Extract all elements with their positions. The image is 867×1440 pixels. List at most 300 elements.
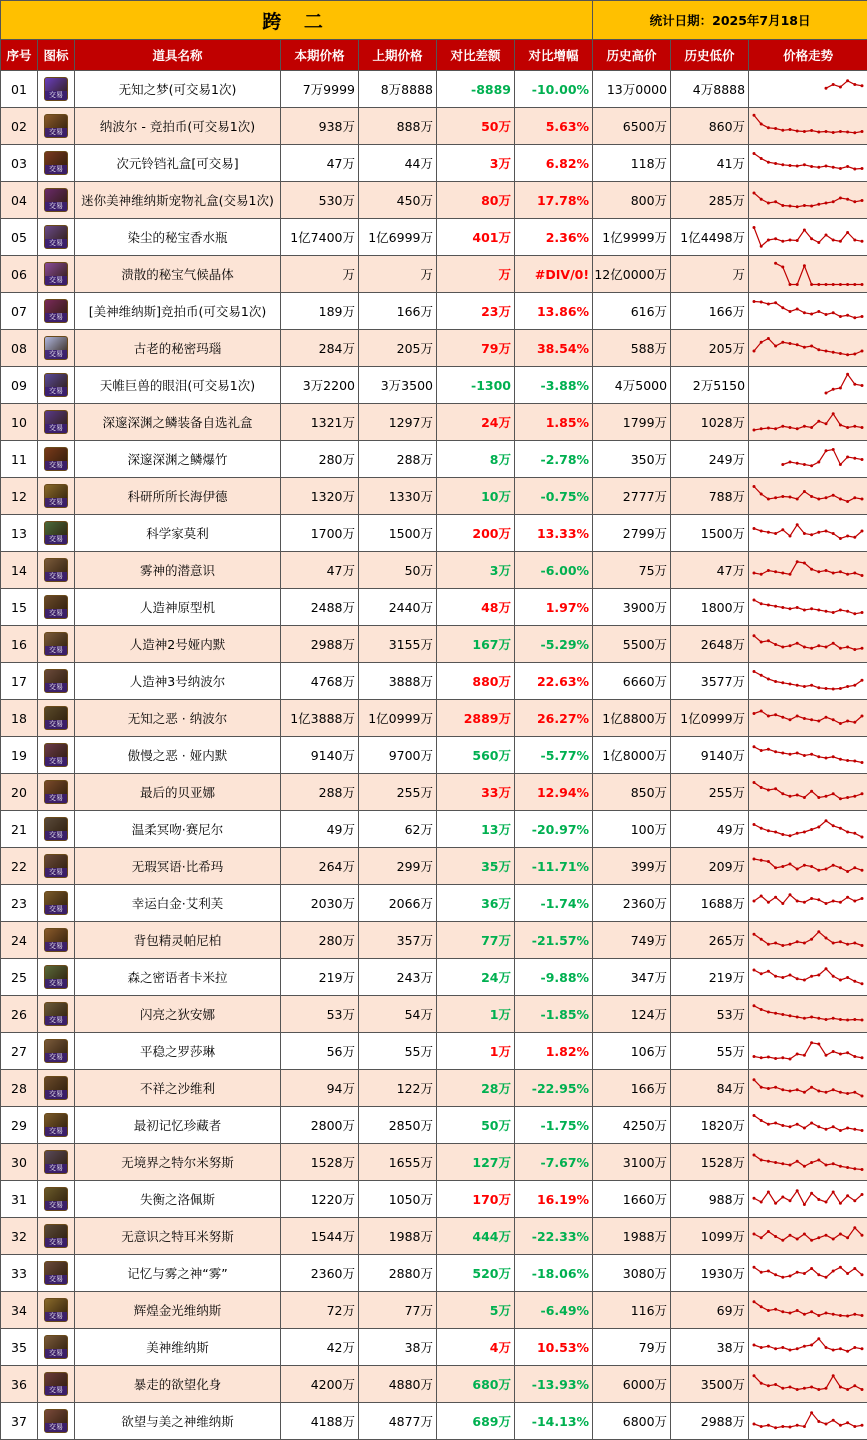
sheet-title: 跨 二	[1, 1, 593, 40]
trend-point	[753, 527, 756, 530]
trend-point	[861, 1233, 864, 1236]
trend-point	[803, 1164, 806, 1167]
item-name: 闪亮之狄安娜	[75, 996, 281, 1033]
trend-point	[767, 1269, 770, 1272]
trend-point	[825, 86, 828, 89]
icon-cell	[38, 330, 75, 367]
table-row	[1, 108, 867, 145]
trend-point	[832, 571, 835, 574]
icon-cell	[38, 256, 75, 293]
previous-price: 4877万	[359, 1403, 437, 1440]
trend-point	[810, 718, 813, 721]
trend-point	[767, 714, 770, 717]
history-high: 79万	[593, 1329, 671, 1366]
trend-point	[803, 130, 806, 133]
trend-point	[774, 532, 777, 535]
trend-point	[810, 646, 813, 649]
trend-point	[810, 828, 813, 831]
trend-point	[760, 640, 763, 643]
trend-point	[760, 1270, 763, 1273]
trend-point	[839, 1090, 842, 1093]
trend-point	[810, 1161, 813, 1164]
trade-tag: 交易	[45, 498, 67, 507]
item-name: 傲慢之恶 · 娅内默	[75, 737, 281, 774]
item-name: 记忆与雾之神“雾”	[75, 1255, 281, 1292]
trend-point	[760, 858, 763, 861]
trend-point	[753, 1004, 756, 1007]
trend-point	[774, 496, 777, 499]
trend-point	[796, 283, 799, 286]
trend-point	[810, 567, 813, 570]
item-icon	[44, 965, 68, 989]
trend-point	[853, 1346, 856, 1349]
price-diff: 28万	[437, 1070, 515, 1107]
price-trend-cell	[749, 1070, 867, 1107]
trend-point	[789, 1425, 792, 1428]
trend-line	[754, 1115, 862, 1130]
trend-point	[825, 1346, 828, 1349]
trade-tag: 交易	[45, 831, 67, 840]
price-trend-cell	[749, 811, 867, 848]
trend-point	[781, 128, 784, 131]
item-name: 深邃深渊之鳞爆竹	[75, 441, 281, 478]
price-diff: 560万	[437, 737, 515, 774]
trend-point	[767, 1344, 770, 1347]
icon-cell	[38, 145, 75, 182]
trend-point	[767, 1423, 770, 1426]
trend-point	[767, 497, 770, 500]
trend-point	[803, 796, 806, 799]
price-trend-cell	[749, 1329, 867, 1366]
trend-point	[839, 239, 842, 242]
trend-point	[810, 344, 813, 347]
price-trend-cell	[749, 1033, 867, 1070]
item-icon	[44, 1039, 68, 1063]
trend-point	[853, 316, 856, 319]
history-high: 124万	[593, 996, 671, 1033]
trend-point	[753, 1114, 756, 1117]
row-number: 15	[1, 589, 38, 626]
item-name: 欲望与美之神维纳斯	[75, 1403, 281, 1440]
trend-point	[825, 715, 828, 718]
trend-point	[839, 1314, 842, 1317]
trend-point	[846, 165, 849, 168]
trend-point	[817, 460, 820, 463]
col-header-trend: 价格走势	[749, 40, 867, 71]
trend-point	[760, 673, 763, 676]
trend-point	[810, 165, 813, 168]
table-row	[1, 774, 867, 811]
trend-point	[825, 201, 828, 204]
trend-point	[846, 609, 849, 612]
trend-point	[839, 537, 842, 540]
table-row	[1, 1070, 867, 1107]
trend-point	[803, 863, 806, 866]
trend-point	[796, 343, 799, 346]
price-trend-cell	[749, 256, 867, 293]
trend-point	[753, 226, 756, 229]
price-diff: 50万	[437, 1107, 515, 1144]
trend-point	[846, 942, 849, 945]
trend-point	[774, 1161, 777, 1164]
trend-point	[789, 1274, 792, 1277]
trend-point	[825, 794, 828, 797]
trend-point	[767, 126, 770, 129]
trend-point	[810, 789, 813, 792]
trend-point	[774, 344, 777, 347]
row-number: 03	[1, 145, 38, 182]
price-change-pct: -22.33%	[515, 1218, 593, 1255]
history-low: 2万5150	[671, 367, 749, 404]
price-diff: 10万	[437, 478, 515, 515]
item-name: 人造神3号纳波尔	[75, 663, 281, 700]
trend-point	[832, 165, 835, 168]
trend-point	[803, 490, 806, 493]
previous-price: 9700万	[359, 737, 437, 774]
trend-point	[781, 715, 784, 718]
trend-point	[789, 893, 792, 896]
previous-price: 1050万	[359, 1181, 437, 1218]
trend-point	[817, 241, 820, 244]
trend-point	[796, 1347, 799, 1350]
trend-point	[817, 868, 820, 871]
history-high: 116万	[593, 1292, 671, 1329]
current-price: 1700万	[281, 515, 359, 552]
row-number: 26	[1, 996, 38, 1033]
history-low: 49万	[671, 811, 749, 848]
price-trend-cell	[749, 922, 867, 959]
price-diff: 444万	[437, 1218, 515, 1255]
trend-point	[853, 648, 856, 651]
trend-point	[853, 200, 856, 203]
trend-point	[774, 830, 777, 833]
history-high: 6000万	[593, 1366, 671, 1403]
icon-cell	[38, 108, 75, 145]
price-trend-sparkline	[749, 333, 867, 364]
table-row	[1, 367, 867, 404]
item-name: 无知之梦(可交易1次)	[75, 71, 281, 108]
current-price: 4188万	[281, 1403, 359, 1440]
price-trend-sparkline	[749, 666, 867, 697]
trend-point	[796, 427, 799, 430]
trend-point	[789, 862, 792, 865]
trend-point	[853, 424, 856, 427]
trend-point	[825, 283, 828, 286]
trend-point	[825, 496, 828, 499]
price-trend-cell	[749, 1366, 867, 1403]
price-change-pct: 22.63%	[515, 663, 593, 700]
row-number: 14	[1, 552, 38, 589]
trend-point	[817, 608, 820, 611]
trend-point	[789, 794, 792, 797]
price-trend-sparkline	[749, 1258, 867, 1289]
trend-point	[861, 611, 864, 614]
trend-point	[781, 1386, 784, 1389]
trend-line	[754, 635, 862, 649]
trend-point	[760, 786, 763, 789]
trend-point	[839, 900, 842, 903]
trend-point	[861, 944, 864, 947]
row-number: 02	[1, 108, 38, 145]
price-trend-cell	[749, 700, 867, 737]
item-name: 幸运白金·艾利芙	[75, 885, 281, 922]
trend-point	[789, 718, 792, 721]
trade-tag: 交易	[45, 313, 67, 322]
previous-price: 万	[359, 256, 437, 293]
trend-point	[817, 530, 820, 533]
trend-point	[781, 902, 784, 905]
price-trend-cell	[749, 515, 867, 552]
item-icon	[44, 558, 68, 582]
trend-point	[810, 1191, 813, 1194]
table-row	[1, 663, 867, 700]
item-name: 人造神原型机	[75, 589, 281, 626]
trend-point	[810, 204, 813, 207]
col-header-diff: 对比差额	[437, 40, 515, 71]
trend-point	[781, 306, 784, 309]
price-trend-sparkline	[749, 777, 867, 808]
trend-point	[774, 941, 777, 944]
trend-point	[839, 352, 842, 355]
trend-point	[853, 794, 856, 797]
trend-point	[825, 164, 828, 167]
table-row	[1, 589, 867, 626]
price-trend-cell	[749, 959, 867, 996]
row-number: 36	[1, 1366, 38, 1403]
price-trend-cell	[749, 774, 867, 811]
trend-point	[803, 463, 806, 466]
history-low: 84万	[671, 1070, 749, 1107]
trend-point	[846, 976, 849, 979]
price-trend-cell	[749, 367, 867, 404]
trend-point	[789, 1233, 792, 1236]
trend-point	[753, 1300, 756, 1303]
trend-point	[796, 1388, 799, 1391]
trend-point	[781, 645, 784, 648]
trend-point	[760, 937, 763, 940]
trend-point	[839, 196, 842, 199]
trend-point	[760, 197, 763, 200]
row-number: 21	[1, 811, 38, 848]
trend-point	[760, 1305, 763, 1308]
trend-point	[760, 1236, 763, 1239]
trade-tag: 交易	[45, 202, 67, 211]
table-row	[1, 515, 867, 552]
row-number: 09	[1, 367, 38, 404]
trend-point	[789, 1163, 792, 1166]
trend-point	[803, 163, 806, 166]
price-diff: 36万	[437, 885, 515, 922]
price-trend-cell	[749, 552, 867, 589]
history-high: 1988万	[593, 1218, 671, 1255]
trade-tag: 交易	[45, 128, 67, 137]
trend-point	[839, 1385, 842, 1388]
price-trend-cell	[749, 71, 867, 108]
price-diff: 680万	[437, 1366, 515, 1403]
history-high: 118万	[593, 145, 671, 182]
trend-point	[760, 300, 763, 303]
history-low: 166万	[671, 293, 749, 330]
trend-point	[774, 1273, 777, 1276]
trade-tag: 交易	[45, 91, 67, 100]
trend-point	[789, 607, 792, 610]
trend-point	[839, 1129, 842, 1132]
history-high: 12亿0000万	[593, 256, 671, 293]
trend-point	[839, 463, 842, 466]
trend-point	[789, 495, 792, 498]
trend-point	[753, 300, 756, 303]
row-number: 20	[1, 774, 38, 811]
price-trend-sparkline	[749, 1110, 867, 1141]
trend-point	[839, 646, 842, 649]
item-icon	[44, 706, 68, 730]
trend-point	[861, 1018, 864, 1021]
trend-point	[774, 1235, 777, 1238]
trend-point	[817, 202, 820, 205]
item-icon	[44, 891, 68, 915]
item-name: 天帷巨兽的眼泪(可交易1次)	[75, 367, 281, 404]
trend-point	[810, 1238, 813, 1241]
table-body	[1, 71, 867, 1440]
price-diff: 880万	[437, 663, 515, 700]
row-number: 06	[1, 256, 38, 293]
current-price: 56万	[281, 1033, 359, 1070]
previous-price: 1330万	[359, 478, 437, 515]
icon-cell	[38, 71, 75, 108]
table-row	[1, 996, 867, 1033]
price-trend-sparkline	[749, 999, 867, 1030]
trend-point	[861, 130, 864, 133]
row-number: 07	[1, 293, 38, 330]
trend-point	[853, 1127, 856, 1130]
trend-point	[832, 1348, 835, 1351]
trend-point	[832, 350, 835, 353]
trend-point	[861, 497, 864, 500]
history-low: 1930万	[671, 1255, 749, 1292]
price-trend-sparkline	[749, 703, 867, 734]
item-icon	[44, 632, 68, 656]
trend-point	[767, 302, 770, 305]
history-low: 3500万	[671, 1366, 749, 1403]
table-row	[1, 700, 867, 737]
trend-point	[846, 353, 849, 356]
history-low: 1528万	[671, 1144, 749, 1181]
item-icon	[44, 262, 68, 286]
price-change-pct: -9.88%	[515, 959, 593, 996]
trend-point	[781, 1195, 784, 1198]
trend-point	[767, 1190, 770, 1193]
trend-point	[861, 239, 864, 242]
item-icon	[44, 817, 68, 841]
trend-point	[810, 607, 813, 610]
price-trend-sparkline	[749, 111, 867, 142]
trend-point	[767, 1055, 770, 1058]
current-price: 284万	[281, 330, 359, 367]
history-low: 69万	[671, 1292, 749, 1329]
trend-point	[832, 611, 835, 614]
col-header-name: 道具名称	[75, 40, 281, 71]
item-name: 无瑕冥语·比希玛	[75, 848, 281, 885]
trend-point	[861, 315, 864, 318]
trend-point	[861, 384, 864, 387]
trend-point	[861, 1193, 864, 1196]
trend-point	[781, 1124, 784, 1127]
price-diff: 170万	[437, 1181, 515, 1218]
price-change-pct: 38.54%	[515, 330, 593, 367]
trend-point	[796, 1015, 799, 1018]
item-icon	[44, 114, 68, 138]
icon-cell	[38, 1255, 75, 1292]
trend-point	[789, 534, 792, 537]
row-number: 11	[1, 441, 38, 478]
trend-point	[753, 485, 756, 488]
trend-point	[853, 456, 856, 459]
trend-point	[810, 1310, 813, 1313]
trend-point	[861, 574, 864, 577]
current-price: 2030万	[281, 885, 359, 922]
trend-point	[753, 1422, 756, 1425]
trend-point	[774, 261, 777, 264]
current-price: 1320万	[281, 478, 359, 515]
history-high: 350万	[593, 441, 671, 478]
history-low: 2648万	[671, 626, 749, 663]
price-change-pct: -6.49%	[515, 1292, 593, 1329]
price-diff: 1万	[437, 996, 515, 1033]
trend-point	[846, 197, 849, 200]
row-number: 17	[1, 663, 38, 700]
trend-point	[825, 313, 828, 316]
trend-point	[817, 1314, 820, 1317]
trend-point	[803, 1232, 806, 1235]
price-trend-sparkline	[749, 1147, 867, 1178]
trend-point	[839, 757, 842, 760]
price-change-pct: 1.82%	[515, 1033, 593, 1070]
trend-point	[760, 1158, 763, 1161]
trend-point	[839, 315, 842, 318]
trend-point	[774, 1057, 777, 1060]
trend-point	[839, 1164, 842, 1167]
current-price: 42万	[281, 1329, 359, 1366]
trend-point	[832, 493, 835, 496]
trend-point	[789, 204, 792, 207]
trend-point	[774, 895, 777, 898]
trend-point	[760, 572, 763, 575]
trend-point	[789, 342, 792, 345]
row-number: 22	[1, 848, 38, 885]
row-number: 29	[1, 1107, 38, 1144]
trend-line	[754, 524, 862, 538]
row-number: 27	[1, 1033, 38, 1070]
trend-point	[832, 412, 835, 415]
price-trend-cell	[749, 1292, 867, 1329]
item-icon	[44, 151, 68, 175]
price-change-pct: -1.85%	[515, 996, 593, 1033]
trend-point	[781, 1056, 784, 1059]
trend-point	[839, 866, 842, 869]
trend-point	[810, 1041, 813, 1044]
trend-point	[817, 283, 820, 286]
trend-point	[796, 977, 799, 980]
trend-point	[853, 1425, 856, 1428]
item-name: 科研所所长海伊德	[75, 478, 281, 515]
trend-point	[803, 1425, 806, 1428]
trend-point	[796, 683, 799, 686]
trend-point	[803, 608, 806, 611]
trend-point	[825, 1386, 828, 1389]
trend-point	[803, 228, 806, 231]
trend-point	[767, 530, 770, 533]
icon-cell	[38, 441, 75, 478]
